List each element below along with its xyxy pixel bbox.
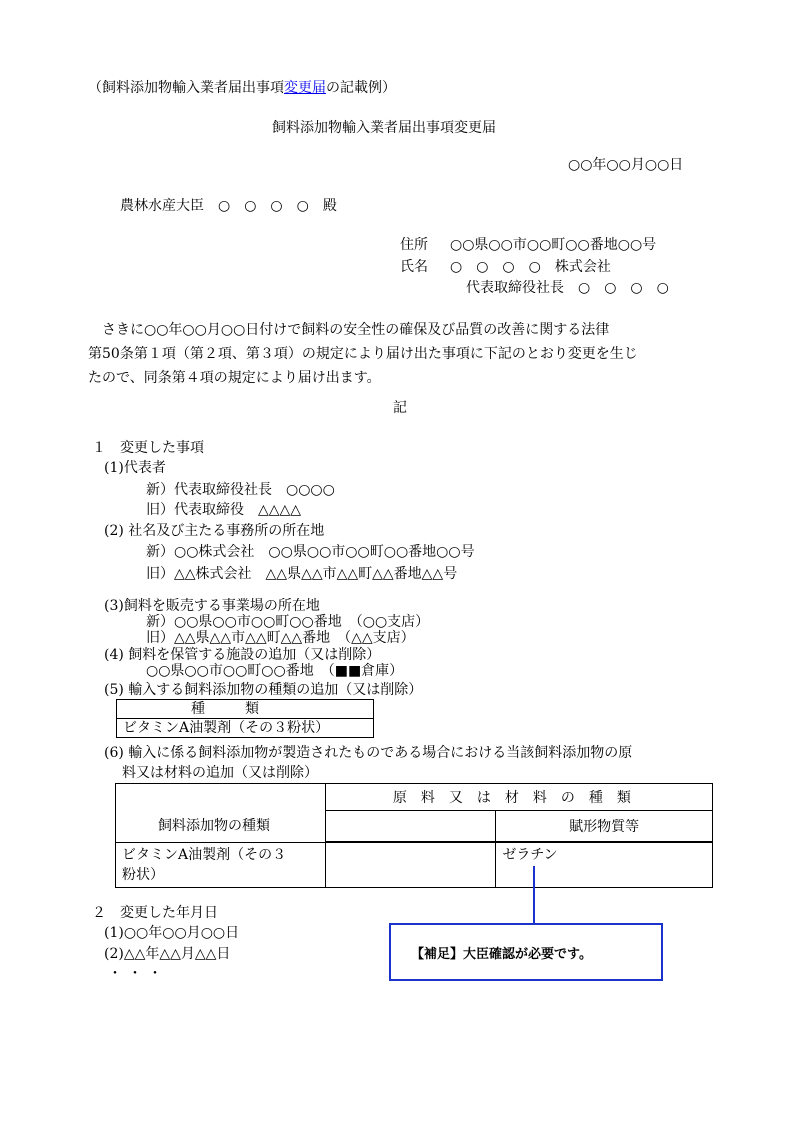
address-value: ○○県○○市○○町○○番地○○号	[450, 237, 657, 253]
name-value: ○ ○ ○ ○ 株式会社	[450, 259, 611, 275]
item2-label: (2) 社名及び主たる事務所の所在地	[104, 523, 325, 539]
change-date-1: (1)○○年○○月○○日	[104, 925, 240, 941]
addressee: 農林水産大臣 ○ ○ ○ ○ 殿	[120, 198, 337, 214]
change-notice-link[interactable]: 変更届	[284, 80, 326, 96]
excipient-value: ゼラチン	[496, 843, 713, 888]
item1-old: 旧）代表取締役 △△△△	[146, 502, 302, 518]
item1-new: 新）代表取締役社長 ○○○○	[146, 482, 335, 498]
callout-text: 【補足】大臣確認が必要です。	[411, 947, 592, 962]
additive-value-line1: ビタミンA油製剤（その３	[122, 847, 287, 863]
address-label: 住所	[400, 237, 428, 253]
ellipsis: ・・・	[108, 966, 168, 982]
item6-label-line1: (6) 輸入に係る飼料添加物が製造されたものである場合における当該飼料添加物の原	[104, 745, 633, 761]
representative: 代表取締役社長 ○ ○ ○ ○	[466, 280, 669, 296]
raw-material-header: 原料又は材料の種類	[325, 784, 712, 811]
item3-new: 新）○○県○○市○○町○○番地 （○○支店）	[146, 614, 430, 630]
excipient-header: 賦形物質等	[496, 811, 713, 842]
additive-value-line2: 粉状）	[122, 867, 164, 883]
ki-heading: 記	[393, 400, 407, 416]
example-note-suffix: の記載例）	[326, 80, 396, 96]
body-line: さきに○○年○○月○○日付けで飼料の安全性の確保及び品質の改善に関する法律	[88, 322, 610, 338]
item2-new: 新）○○株式会社 ○○県○○市○○町○○番地○○号	[146, 544, 475, 560]
name-label: 氏名	[400, 259, 428, 275]
item3-old: 旧）△△県△△市△△町△△番地 （△△支店）	[146, 630, 415, 646]
item4-detail: ○○県○○市○○町○○番地 （■■倉庫）	[146, 663, 404, 679]
kind-table-header: 種類	[117, 700, 374, 719]
document-title: 飼料添加物輸入業者届出事項変更届	[272, 120, 496, 136]
submission-date: ○○年○○月○○日	[568, 157, 684, 173]
kind-table-value: ビタミンA油製剤（その３粉状）	[117, 719, 374, 738]
example-note-prefix: （飼料添加物輸入業者届出事項	[88, 80, 284, 96]
body-line: たので、同条第４項の規定により届け出ます。	[88, 370, 381, 386]
section2-heading: ２ 変更した年月日	[92, 905, 218, 921]
additive-kind-header: 飼料添加物の種類	[158, 818, 270, 834]
item6-label-line2: 料又は材料の追加（又は削除）	[122, 765, 318, 781]
item3-label: (3)飼料を販売する事業場の所在地	[104, 598, 320, 614]
section1-heading: １ 変更した事項	[92, 440, 204, 456]
body-line: 第50条第１項（第２項、第３項）の規定により届け出た事項に下記のとおり変更を生じ	[88, 346, 638, 362]
item4-label: (4) 飼料を保管する施設の追加（又は削除）	[104, 647, 381, 663]
item1-label: (1)代表者	[104, 460, 166, 476]
item5-label: (5) 輸入する飼料添加物の種類の追加（又は削除）	[104, 682, 423, 698]
supplement-callout	[389, 923, 663, 981]
item2-old: 旧）△△株式会社 △△県△△市△△町△△番地△△号	[146, 566, 458, 582]
change-date-2: (2)△△年△△月△△日	[104, 946, 231, 962]
